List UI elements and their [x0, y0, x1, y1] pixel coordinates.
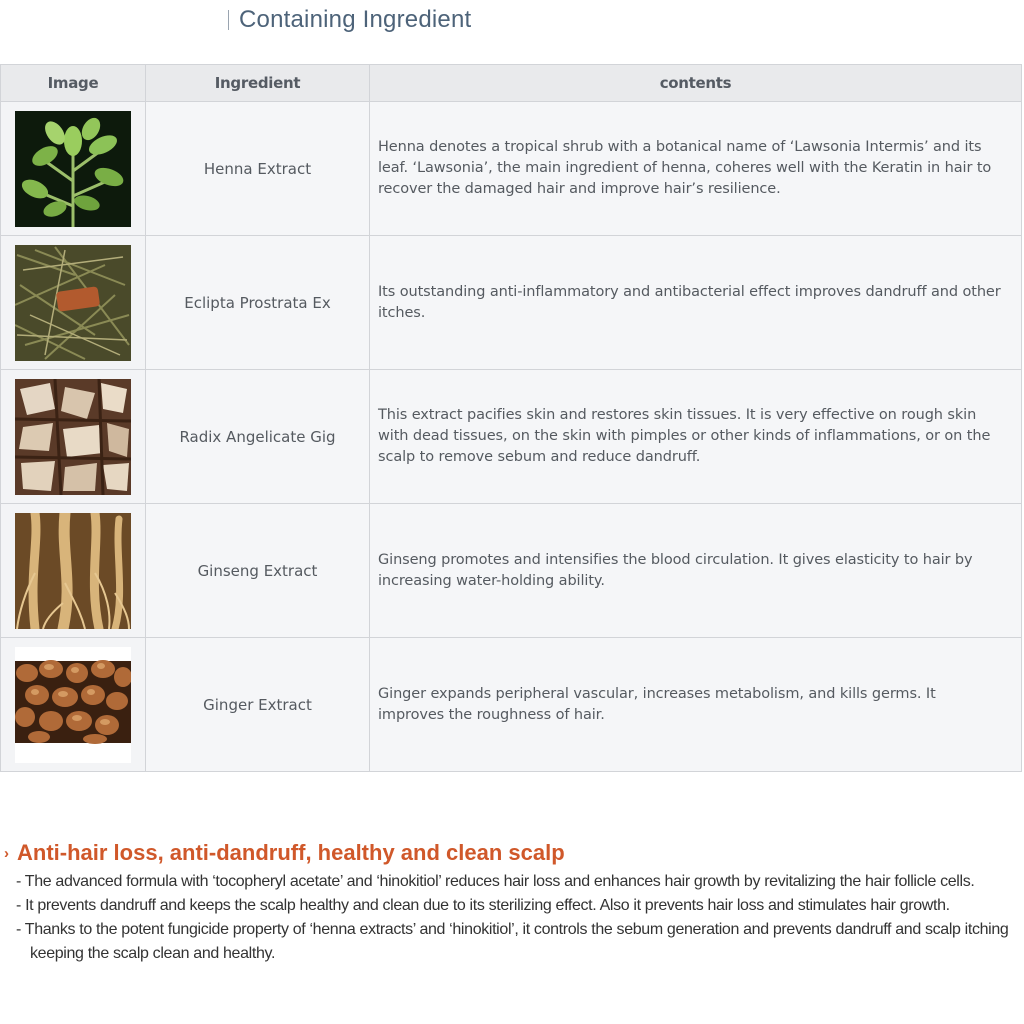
ingredient-contents: This extract pacifies skin and restores skin tissues. It is very effective on rough skin with dead tissues, on the skin with pimples or other kinds of inflammations, or on the scalp to remove sebum and reduce dandruff.: [370, 370, 1022, 504]
list-item: - Thanks to the potent fungicide property of ‘henna extracts’ and ‘hinokitiol’, it controls the sebum generation and prevents dandruff and scalp itching keeping the scalp clean and healthy.: [16, 921, 1009, 962]
chevron-right-icon: ›: [4, 844, 9, 862]
ingredient-contents: Henna denotes a tropical shrub with a botanical name of ‘Lawsonia Intermis’ and its leaf. ‘Lawsonia’, the main ingredient of henna, coheres well with the Keratin in hair to recover the damaged hair and improve hair’s resilience.: [370, 102, 1022, 236]
ingredient-name: Eclipta Prostrata Ex: [146, 236, 370, 370]
column-header-image: Image: [1, 65, 146, 102]
ingredient-name: Ginseng Extract: [146, 504, 370, 638]
henna-leaves-image: [15, 111, 131, 227]
section-heading: [228, 6, 471, 34]
table-row: [1, 504, 1022, 638]
ingredient-contents: Ginseng promotes and intensifies the blood circulation. It gives elasticity to hair by increasing water-holding ability.: [370, 504, 1022, 638]
benefit-heading: [4, 840, 1019, 866]
ginseng-root-image: [15, 513, 131, 629]
column-header-contents: contents: [370, 65, 1022, 102]
ingredient-table: [0, 64, 1022, 772]
image-cell: [1, 370, 146, 504]
table-row: [1, 370, 1022, 504]
ginger-pieces-image: [15, 647, 131, 763]
image-cell: [1, 638, 146, 772]
image-cell: [1, 504, 146, 638]
table-row: [1, 102, 1022, 236]
column-header-ingredient: Ingredient: [146, 65, 370, 102]
ingredient-name: Radix Angelicate Gig: [146, 370, 370, 504]
ingredient-contents: Its outstanding anti-inflammatory and antibacterial effect improves dandruff and other itches.: [370, 236, 1022, 370]
benefit-section: [4, 840, 1019, 966]
eclipta-herb-image: [15, 245, 131, 361]
table-row: [1, 236, 1022, 370]
benefit-list: [4, 870, 1019, 966]
list-item: - The advanced formula with ‘tocopheryl acetate’ and ‘hinokitiol’ reduces hair loss and enhances hair growth by revitalizing the hair follicle cells.: [16, 873, 975, 890]
list-item: - It prevents dandruff and keeps the scalp healthy and clean due to its sterilizing effect. Also it prevents hair loss and stimulates hair growth.: [16, 897, 950, 914]
ingredient-name: Ginger Extract: [146, 638, 370, 772]
image-cell: [1, 102, 146, 236]
heading-divider: [228, 10, 229, 30]
ingredient-contents: Ginger expands peripheral vascular, increases metabolism, and kills germs. It improves the roughness of hair.: [370, 638, 1022, 772]
benefit-title: Anti-hair loss, anti-dandruff, healthy and clean scalp: [17, 840, 565, 865]
section-title: Containing Ingredient: [239, 6, 472, 33]
ingredient-name: Henna Extract: [146, 102, 370, 236]
table-header-row: [1, 65, 1022, 102]
image-cell: [1, 236, 146, 370]
table-row: [1, 638, 1022, 772]
angelica-root-image: [15, 379, 131, 495]
